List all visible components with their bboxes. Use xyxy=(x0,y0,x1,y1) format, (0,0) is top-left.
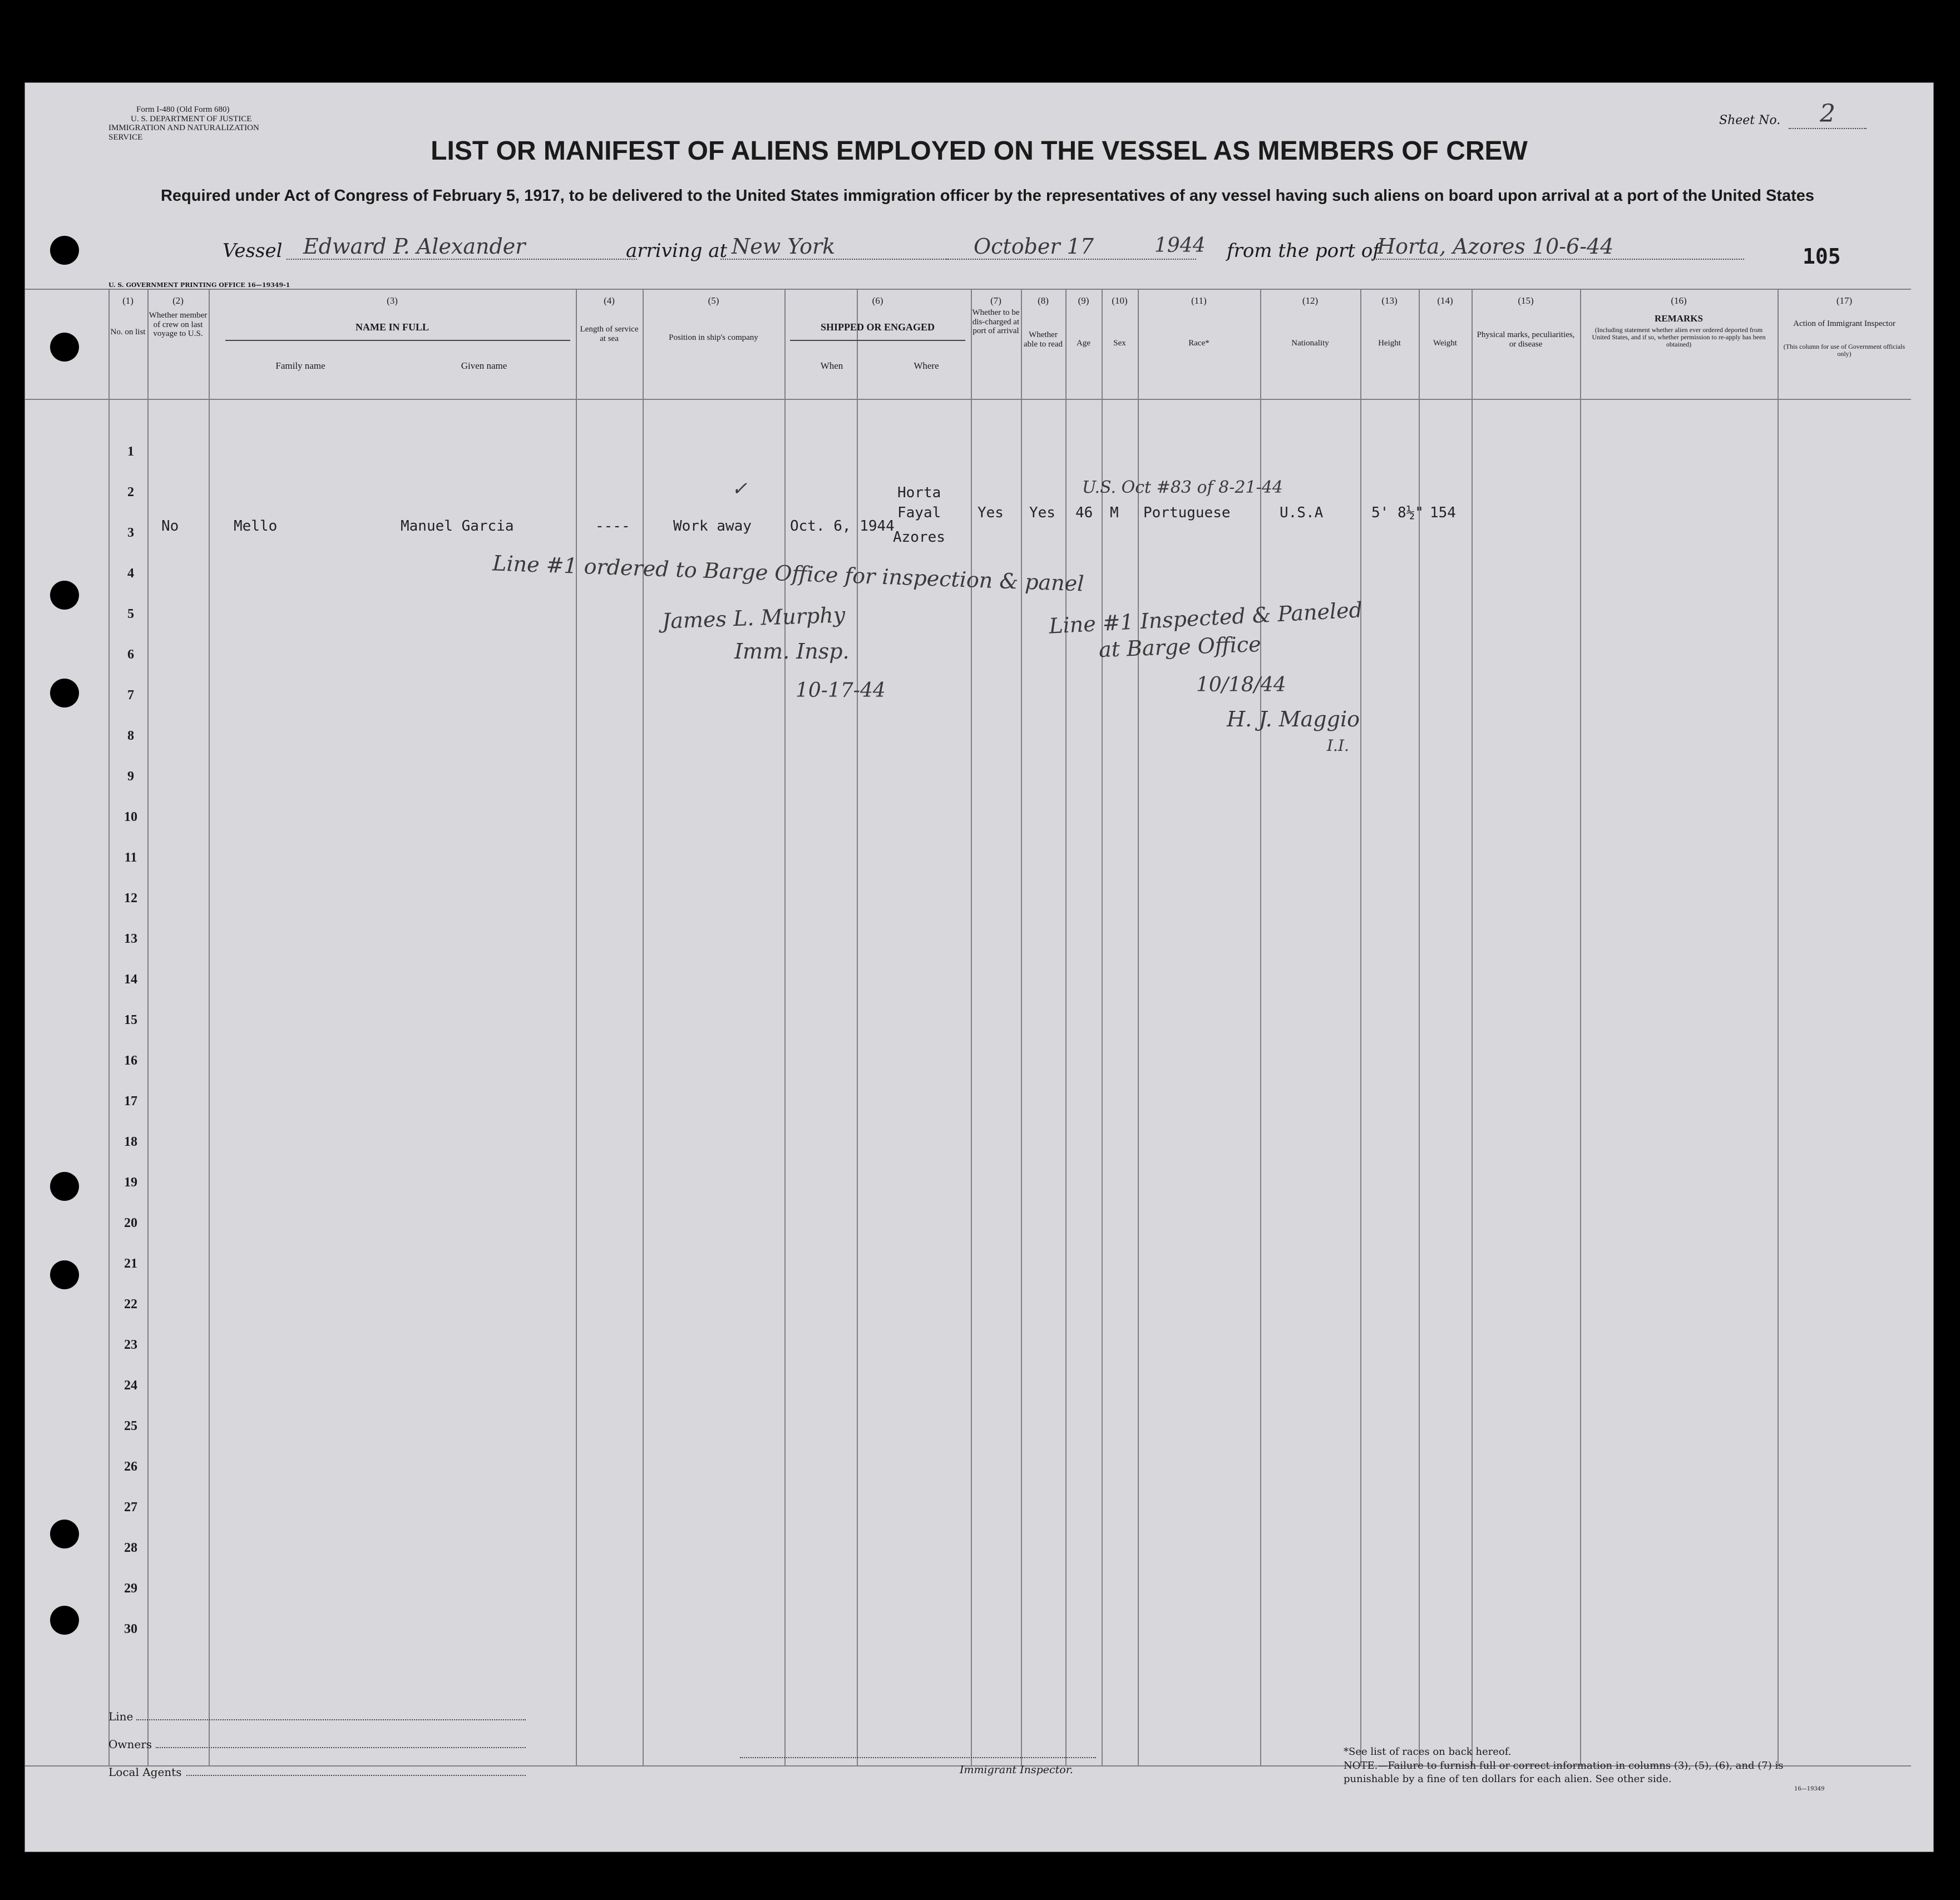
row-number: 18 xyxy=(124,1135,137,1149)
row-number: 10 xyxy=(124,810,137,824)
row-number: 11 xyxy=(124,850,137,865)
handwritten-title-1: Imm. Insp. xyxy=(734,639,850,664)
row-number: 9 xyxy=(127,769,134,784)
row-number: 24 xyxy=(124,1378,137,1393)
row-number: 15 xyxy=(124,1013,137,1027)
arriving-port: New York xyxy=(720,234,949,260)
punch-hole xyxy=(50,333,79,362)
printing-office: U. S. GOVERNMENT PRINTING OFFICE 16—19349-1 xyxy=(108,281,290,289)
col-14-label: Weight xyxy=(1433,339,1457,348)
col-7-num: (7) xyxy=(990,295,1001,306)
footer-note: NOTE.—Failure to furnish full or correct information in columns (3), (5), (6), and (7) is punishable by a fine of ten dollars for each alien. See other side. xyxy=(1344,1760,1784,1785)
row1-where-1: Horta xyxy=(897,484,941,501)
row-number: 14 xyxy=(124,972,137,987)
row1-read: Yes xyxy=(1029,504,1055,521)
row-number: 20 xyxy=(124,1216,137,1230)
sheet-no: 2 xyxy=(1789,100,1867,129)
department: U. S. DEPARTMENT OF JUSTICE xyxy=(131,114,252,123)
arriving-label: arriving at xyxy=(626,240,728,262)
handwritten-note-2b: at Barge Office xyxy=(1098,631,1262,662)
handwritten-title-2: I.I. xyxy=(1327,736,1349,755)
col-2-label: Whether member of crew on last voyage to U.S. xyxy=(149,311,208,338)
col-11-label: Race* xyxy=(1188,339,1209,348)
form-subtitle: Required under Act of Congress of February 5, 1917, to be delivered to the United States immigration officer by the representatives of any vessel having such aliens on board upon arrival at a port of the United States xyxy=(160,187,1815,205)
col-10-num: (10) xyxy=(1112,295,1128,306)
row-number: 25 xyxy=(124,1419,137,1433)
manifest-table: (1) (2) (3) (4) (5) (6) (7) (8) (9) (10) (11) (12) (13) (14) (15) (16) (17) No. on list Whether member of crew on last voyage to U.S. NAME IN FULL Family name Given name Length of service at sea Position in ship's company SHIPPED OR ENGAGED When Where Whether to be dis-charged at port of arrival Whether able to read Age Sex Race* Nationality Height Weight Physical marks, peculiarities, or disease REMARKS (Including statement whether alien ever ordered deported from United States, and if so, whether permission to re-apply has been obtained) Action of Immigrant Inspector (This column for use of Government officials only) No Mello Manuel Garcia ---- Work away Oct. 6, 1944 Horta Fayal Azores Yes Yes 46 M Portuguese U.S.A 5' 8½" 154 U.S. Oct #83 of 8-21-44 ✓ Line #1 ordered to Barge Office for inspection & panel James L. Murphy Imm. Insp. 10-17-44 Line #1 Inspected & Paneled at Barge Office 10/18/44 H. J. Maggio I.I. xyxy=(25,289,1911,1771)
col-16-note: (Including statement whether alien ever ordered deported from United States, and if so, whether permission to re-apply has been obtained) xyxy=(1592,326,1766,349)
footer-code: 16—19349 xyxy=(1794,1786,1825,1792)
punch-hole xyxy=(50,679,79,707)
footer-inspector-label: Immigrant Inspector. xyxy=(960,1764,1073,1776)
col-17-label: Action of Immigrant Inspector xyxy=(1793,319,1895,328)
col-10-label: Sex xyxy=(1113,339,1126,348)
where-label: Where xyxy=(914,360,939,371)
form-number: Form I-480 (Old Form 680) xyxy=(136,105,230,114)
row-number: 7 xyxy=(127,688,134,702)
row-number: 22 xyxy=(124,1297,137,1312)
col-17-num: (17) xyxy=(1836,295,1853,306)
handwritten-date-1: 10-17-44 xyxy=(796,679,886,702)
col-16-label: REMARKS xyxy=(1655,313,1703,324)
row1-race: Portuguese xyxy=(1143,504,1231,521)
punch-hole xyxy=(50,236,79,265)
handwritten-inspector-2: H. J. Maggio xyxy=(1227,707,1360,731)
handwritten-inspector-1: James L. Murphy xyxy=(661,602,846,634)
col-17-note: (This column for use of Government officials only) xyxy=(1783,343,1905,358)
vessel-label: Vessel xyxy=(223,240,283,262)
row-number: 21 xyxy=(124,1256,137,1271)
footer-races-note: *See list of races on back hereof. xyxy=(1344,1746,1512,1758)
col-8-label: Whether able to read xyxy=(1024,330,1063,349)
row-number: 2 xyxy=(127,485,134,499)
sheet-no-label: Sheet No. xyxy=(1719,113,1781,127)
footer-owners-label: Owners xyxy=(108,1738,152,1751)
row-number: 4 xyxy=(127,566,134,581)
row-number: 28 xyxy=(124,1541,137,1555)
footer-agents-label: Local Agents xyxy=(108,1765,182,1779)
col-6-label: SHIPPED OR ENGAGED xyxy=(820,321,935,333)
row1-last-voyage: No xyxy=(161,518,179,535)
row-number: 6 xyxy=(127,647,134,662)
col-5-num: (5) xyxy=(708,295,719,306)
col-15-num: (15) xyxy=(1518,295,1534,306)
family-name-label: Family name xyxy=(275,360,325,371)
punch-hole xyxy=(50,581,79,610)
col-3-label: NAME IN FULL xyxy=(355,321,429,333)
col-4-label: Length of service at sea xyxy=(580,325,639,343)
vessel-name: Edward P. Alexander xyxy=(287,234,637,260)
col-3-num: (3) xyxy=(387,295,398,306)
row1-where-2: Fayal xyxy=(897,504,941,521)
row1-height: 5' 8½" xyxy=(1371,504,1424,521)
punch-hole xyxy=(50,1260,79,1289)
row-number: 26 xyxy=(124,1459,137,1474)
handwritten-date-2: 10/18/44 xyxy=(1196,674,1286,696)
row1-age: 46 xyxy=(1075,504,1093,521)
col-2-num: (2) xyxy=(172,295,184,306)
col-16-num: (16) xyxy=(1671,295,1687,306)
row-number: 29 xyxy=(124,1581,137,1596)
row-number: 30 xyxy=(124,1622,137,1636)
row1-sex: M xyxy=(1110,504,1119,521)
row-number: 27 xyxy=(124,1500,137,1515)
arrival-date: October 17 xyxy=(946,234,1196,260)
col-15-label: Physical marks, peculiarities, or disease xyxy=(1477,330,1575,349)
service-name: IMMIGRATION AND NATURALIZATION SERVICE xyxy=(108,123,259,142)
row-number: 16 xyxy=(124,1053,137,1068)
col-12-num: (12) xyxy=(1302,295,1319,306)
when-label: When xyxy=(820,360,843,371)
manifest-sheet xyxy=(24,82,1934,1852)
form-title: LIST OR MANIFEST OF ALIENS EMPLOYED ON THE VESSEL AS MEMBERS OF CREW xyxy=(431,136,1528,166)
col-14-num: (14) xyxy=(1437,295,1453,306)
col-9-num: (9) xyxy=(1078,295,1089,306)
col-1-label: No. on list xyxy=(110,328,146,337)
row-number: 5 xyxy=(127,607,134,621)
row1-where-3: Azores xyxy=(893,529,945,546)
row-number: 19 xyxy=(124,1175,137,1190)
handwritten-note-1: Line #1 ordered to Barge Office for inspection & panel xyxy=(492,551,1085,596)
col-1-num: (1) xyxy=(122,295,134,306)
punch-hole xyxy=(50,1172,79,1201)
col-5-label: Position in ship's company xyxy=(669,333,758,342)
row-number: 23 xyxy=(124,1338,137,1352)
row-number: 13 xyxy=(124,932,137,946)
from-port-label: from the port of xyxy=(1227,240,1380,262)
col-13-label: Height xyxy=(1378,339,1401,348)
arrival-year: 1944 xyxy=(1154,234,1206,257)
row1-service: ---- xyxy=(595,518,630,535)
punch-hole xyxy=(50,1606,79,1635)
footer-line-label: Line xyxy=(108,1710,134,1723)
col-8-num: (8) xyxy=(1038,295,1049,306)
row-number: 1 xyxy=(127,444,134,459)
row-number: 3 xyxy=(127,526,134,540)
col-7-label: Whether to be dis-charged at port of arrival xyxy=(972,308,1020,335)
row1-nationality: U.S.A xyxy=(1280,504,1324,521)
handwritten-note-2a: Line #1 Inspected & Paneled xyxy=(1048,597,1363,639)
col-4-num: (4) xyxy=(604,295,615,306)
row-number: 12 xyxy=(124,891,137,906)
row1-position: Work away xyxy=(673,518,752,535)
row1-discharged: Yes xyxy=(977,504,1004,521)
row1-when: Oct. 6, 1944 xyxy=(790,518,895,535)
row-number: 8 xyxy=(127,729,134,743)
given-name-label: Given name xyxy=(461,360,507,371)
stamp-number: 105 xyxy=(1803,244,1841,269)
row-number: 17 xyxy=(124,1094,137,1109)
col-11-num: (11) xyxy=(1191,295,1207,306)
punch-hole xyxy=(50,1520,79,1548)
row1-family-name: Mello xyxy=(234,518,278,535)
row1-annotation: U.S. Oct #83 of 8-21-44 xyxy=(1082,478,1283,497)
from-port: Horta, Azores 10-6-44 xyxy=(1371,234,1744,260)
col-13-num: (13) xyxy=(1381,295,1398,306)
col-9-label: Age xyxy=(1077,339,1090,348)
col-12-label: Nationality xyxy=(1291,339,1329,348)
col-6-num: (6) xyxy=(872,295,883,306)
row1-weight: 154 xyxy=(1430,504,1456,521)
row1-given-name: Manuel Garcia xyxy=(401,518,514,535)
